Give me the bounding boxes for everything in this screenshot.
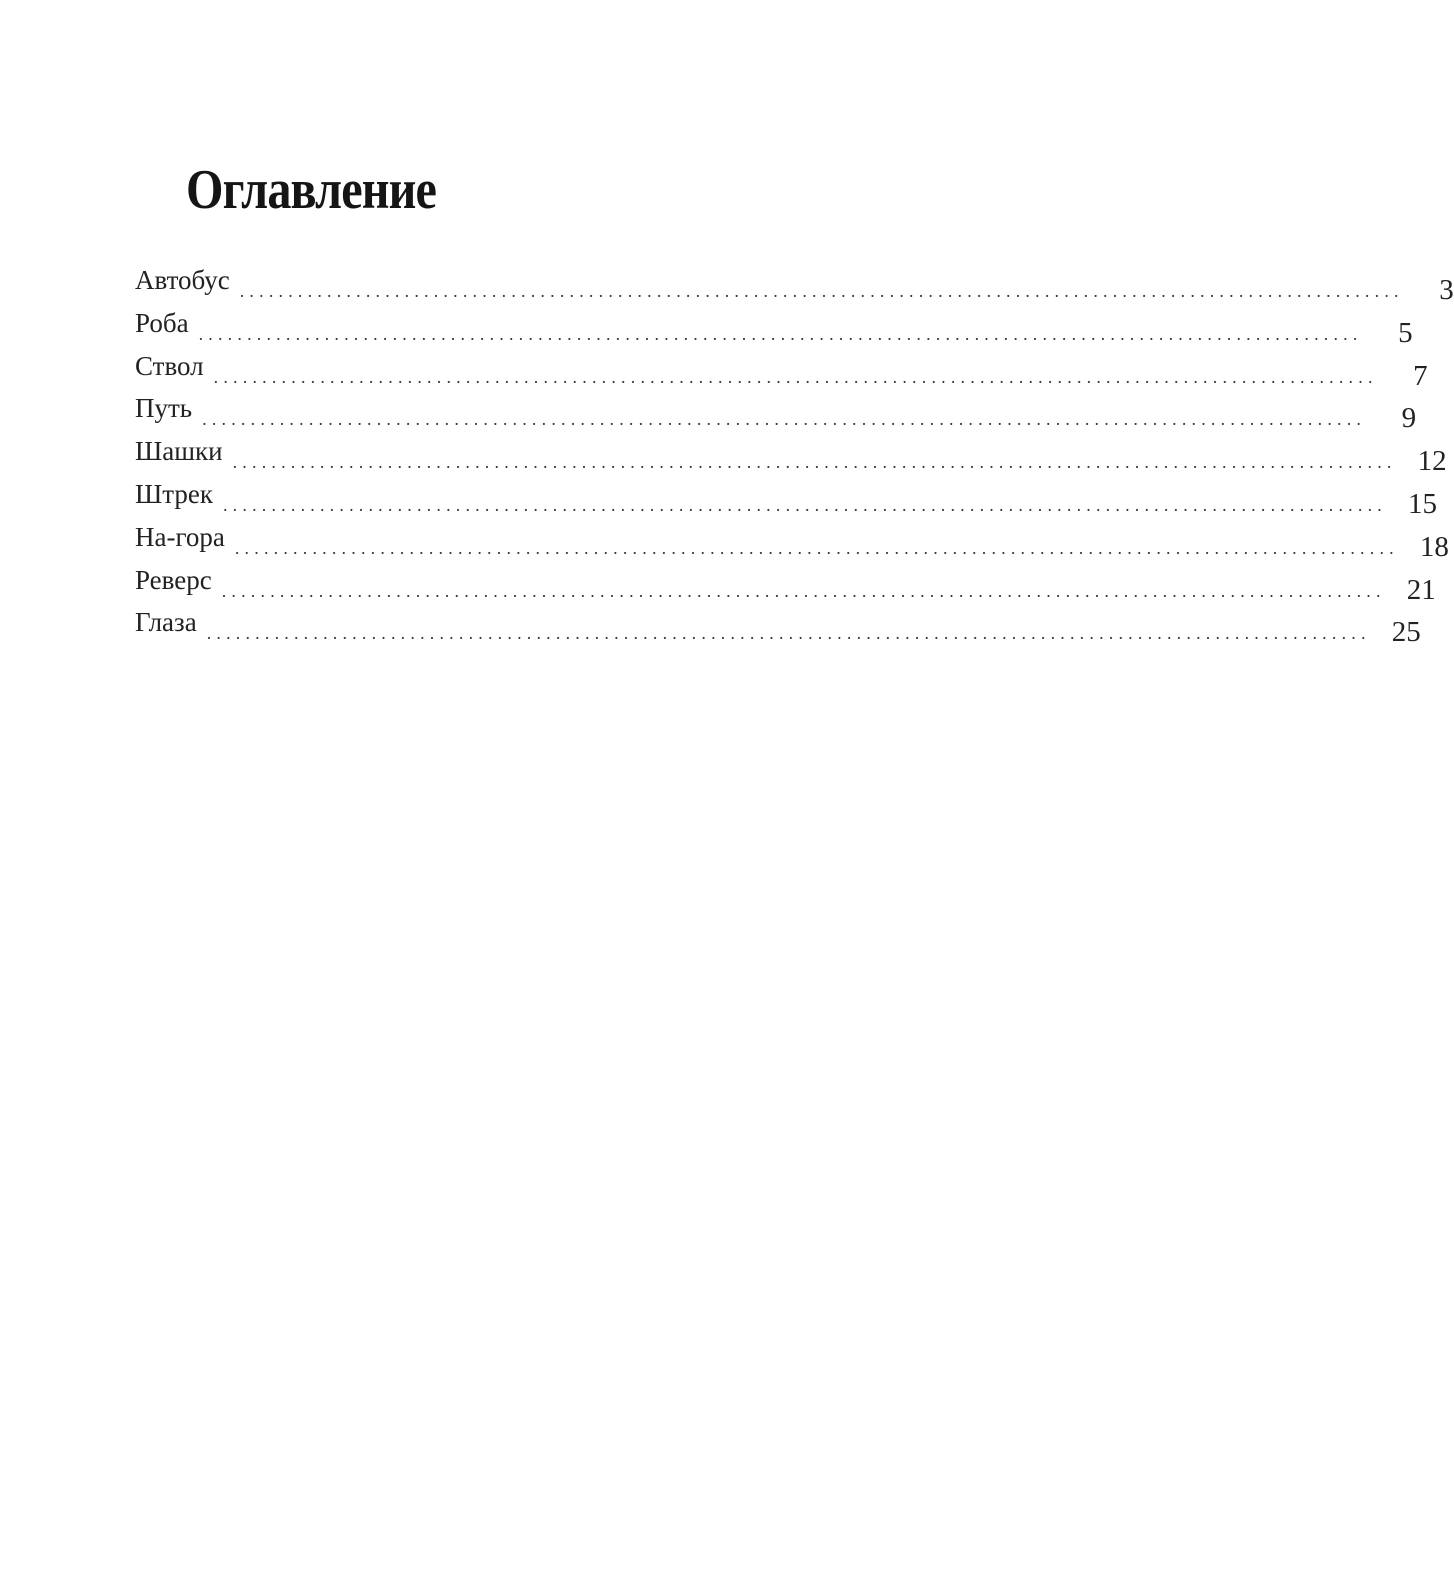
- toc-page-number: 5: [1398, 316, 1413, 349]
- toc-entry-title: Шашки: [135, 436, 223, 467]
- toc-entry: [135, 433, 1447, 478]
- toc-page-number: 12: [1417, 445, 1447, 478]
- dot-leader: ........................................................................................................................: [221, 580, 1386, 601]
- dot-leader: ........................................................................................................................: [234, 537, 1399, 558]
- toc-entry-title: Реверс: [135, 564, 212, 595]
- dot-leader: ........................................................................................................................: [213, 366, 1378, 387]
- toc-page-number: 21: [1406, 573, 1436, 606]
- dot-leader: ........................................................................................................................: [198, 323, 1363, 344]
- toc-entry-title: Роба: [135, 307, 189, 338]
- toc-page-number: 25: [1391, 616, 1421, 649]
- toc-entry: [135, 390, 1417, 435]
- dot-leader: ........................................................................................................................: [206, 623, 1371, 644]
- toc-entry: [135, 604, 1421, 649]
- dot-leader: ........................................................................................................................: [239, 281, 1404, 301]
- toc-entry: [135, 262, 1454, 306]
- toc-page-number: 18: [1419, 530, 1449, 563]
- page-title: Оглавление: [186, 159, 437, 221]
- toc-entry: [135, 305, 1413, 349]
- toc-page-number: 9: [1401, 402, 1417, 435]
- dot-leader: ........................................................................................................................: [202, 409, 1367, 430]
- toc-entry-title: Автобус: [135, 265, 230, 295]
- toc-entry-title: Путь: [135, 393, 193, 424]
- dot-leader: ........................................................................................................................: [232, 452, 1397, 473]
- toc-entry: [135, 348, 1428, 392]
- toc-entry-title: Штрек: [135, 478, 213, 509]
- toc-entry: [135, 476, 1437, 520]
- toc-page-number: 3: [1439, 274, 1454, 306]
- toc-page-number: 7: [1413, 359, 1428, 392]
- dot-leader: ........................................................................................................................: [222, 494, 1387, 515]
- table-of-contents: [135, 262, 1454, 649]
- toc-entry: [135, 562, 1436, 606]
- toc-page-number: 15: [1407, 487, 1437, 520]
- toc-entry-title: На-гора: [135, 521, 225, 552]
- toc-entry-title: Глаза: [135, 607, 197, 638]
- toc-entry: [135, 519, 1449, 563]
- toc-entry-title: Ствол: [135, 350, 204, 381]
